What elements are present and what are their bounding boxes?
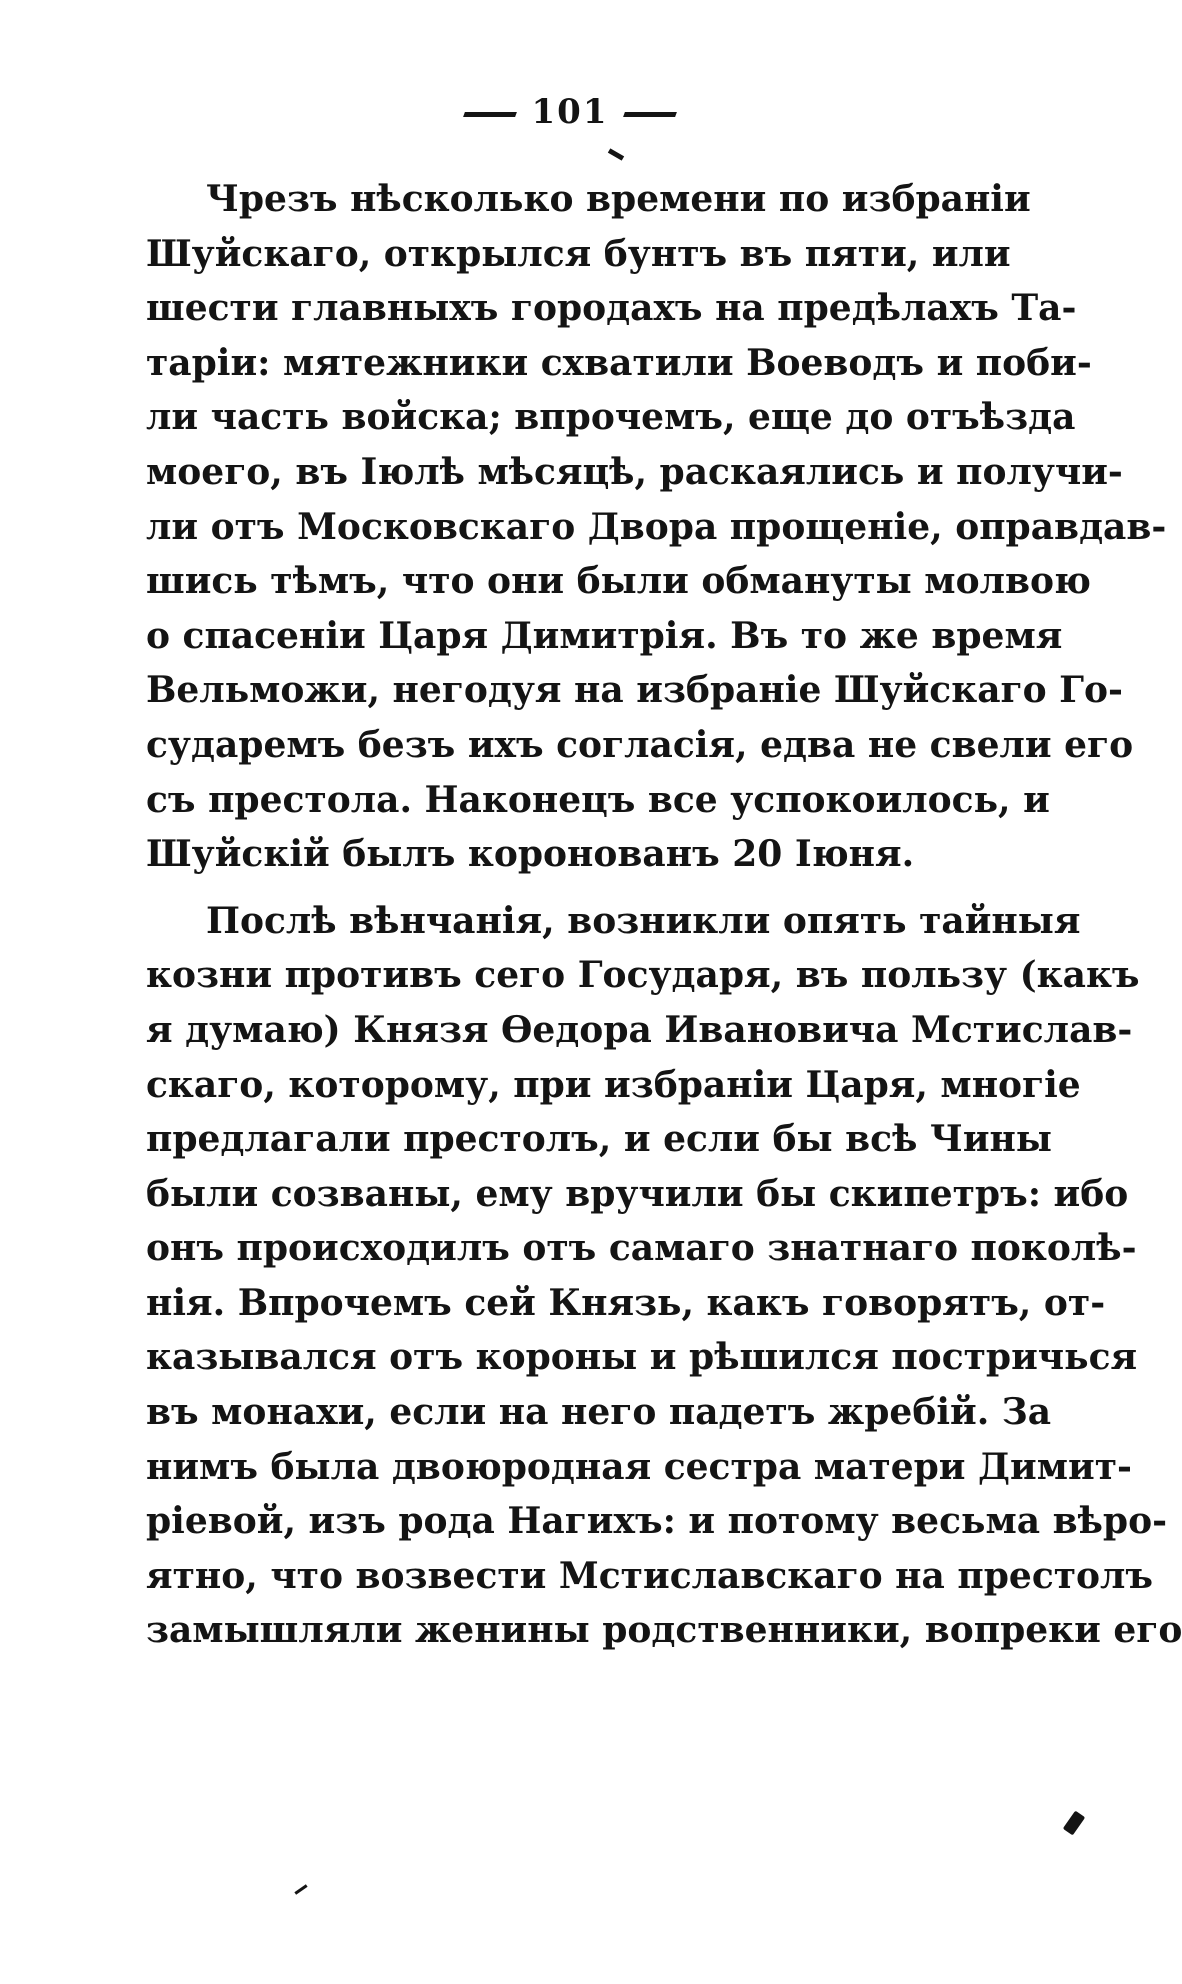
- text-line: нимъ была двоюродная сестра матери Димит-: [146, 1445, 1132, 1488]
- header-dash-right: [624, 112, 678, 117]
- text-line: Послѣ вѣнчанія, возникли опять тайныя: [206, 899, 1081, 942]
- text-line: онъ происходилъ отъ самаго знатнаго поколѣ-: [146, 1227, 1137, 1270]
- text-line: Шуйскій былъ коронованъ 20 Іюня.: [146, 833, 915, 876]
- paragraph-2: [146, 894, 1182, 1658]
- text-line: Вельможи, негодуя на избраніе Шуйскаго Го-: [146, 669, 1123, 712]
- text-line: я думаю) Князя Ѳедора Ивановича Мстислав-: [146, 1008, 1133, 1051]
- text-line: ли часть войска; впрочемъ, еще до отъѣзда: [146, 396, 1076, 439]
- text-line: скаго, которому, при избраніи Царя, многіе: [146, 1063, 1081, 1106]
- text-line: ли отъ Московскаго Двора прощеніе, оправдав-: [146, 505, 1167, 548]
- text-line: съ престола. Наконецъ все успокоилось, и: [146, 778, 1050, 821]
- body-text: [146, 172, 1182, 1658]
- text-line: нія. Впрочемъ сей Князь, какъ говорятъ, от-: [146, 1281, 1106, 1324]
- text-line: Чрезъ нѣсколько времени по избраніи: [206, 178, 1031, 220]
- ink-speck: [1063, 1811, 1085, 1836]
- text-line: предлагали престолъ, и если бы всѣ Чины: [146, 1118, 1052, 1161]
- ink-speck: [294, 1884, 307, 1894]
- text-line: моего, въ Іюлѣ мѣсяцѣ, раскаялись и получи-: [146, 450, 1123, 493]
- text-line: ятно, что возвести Мстиславскаго на престолъ: [146, 1554, 1154, 1597]
- text-line: шести главныхъ городахъ на предѣлахъ Та-: [146, 287, 1077, 330]
- paragraph-1: [146, 172, 1167, 882]
- text-line: о спасеніи Царя Димитрія. Въ то же время: [146, 614, 1063, 657]
- text-line: ріевой, изъ рода Нагихъ: и потому весьма вѣро-: [146, 1500, 1168, 1543]
- text-line: Шуйскаго, открылся бунтъ въ пяти, или: [146, 232, 1011, 275]
- header-dash-left: [463, 112, 517, 117]
- text-line: замышляли женины родственники, вопреки его: [146, 1609, 1182, 1652]
- text-line: въ монахи, если на него падетъ жребій. За: [146, 1391, 1052, 1434]
- text-line: были созваны, ему вручили бы скипетръ: ибо: [146, 1172, 1129, 1215]
- text-line: таріи: мятежники схватили Воеводъ и поби-: [146, 341, 1092, 384]
- paragraph-gap: [146, 882, 926, 894]
- text-line: казывался отъ короны и рѣшился постричься: [146, 1336, 1138, 1379]
- text-line: сударемъ безъ ихъ согласія, едва не свели его: [146, 723, 1134, 766]
- page-number-header: [0, 92, 1140, 132]
- ink-speck: [608, 148, 624, 160]
- text-line: шись тѣмъ, что они были обмануты молвою: [146, 560, 1091, 603]
- text-line: козни противъ сего Государя, въ пользу (какъ: [146, 954, 1140, 997]
- page-number: 101: [531, 92, 609, 132]
